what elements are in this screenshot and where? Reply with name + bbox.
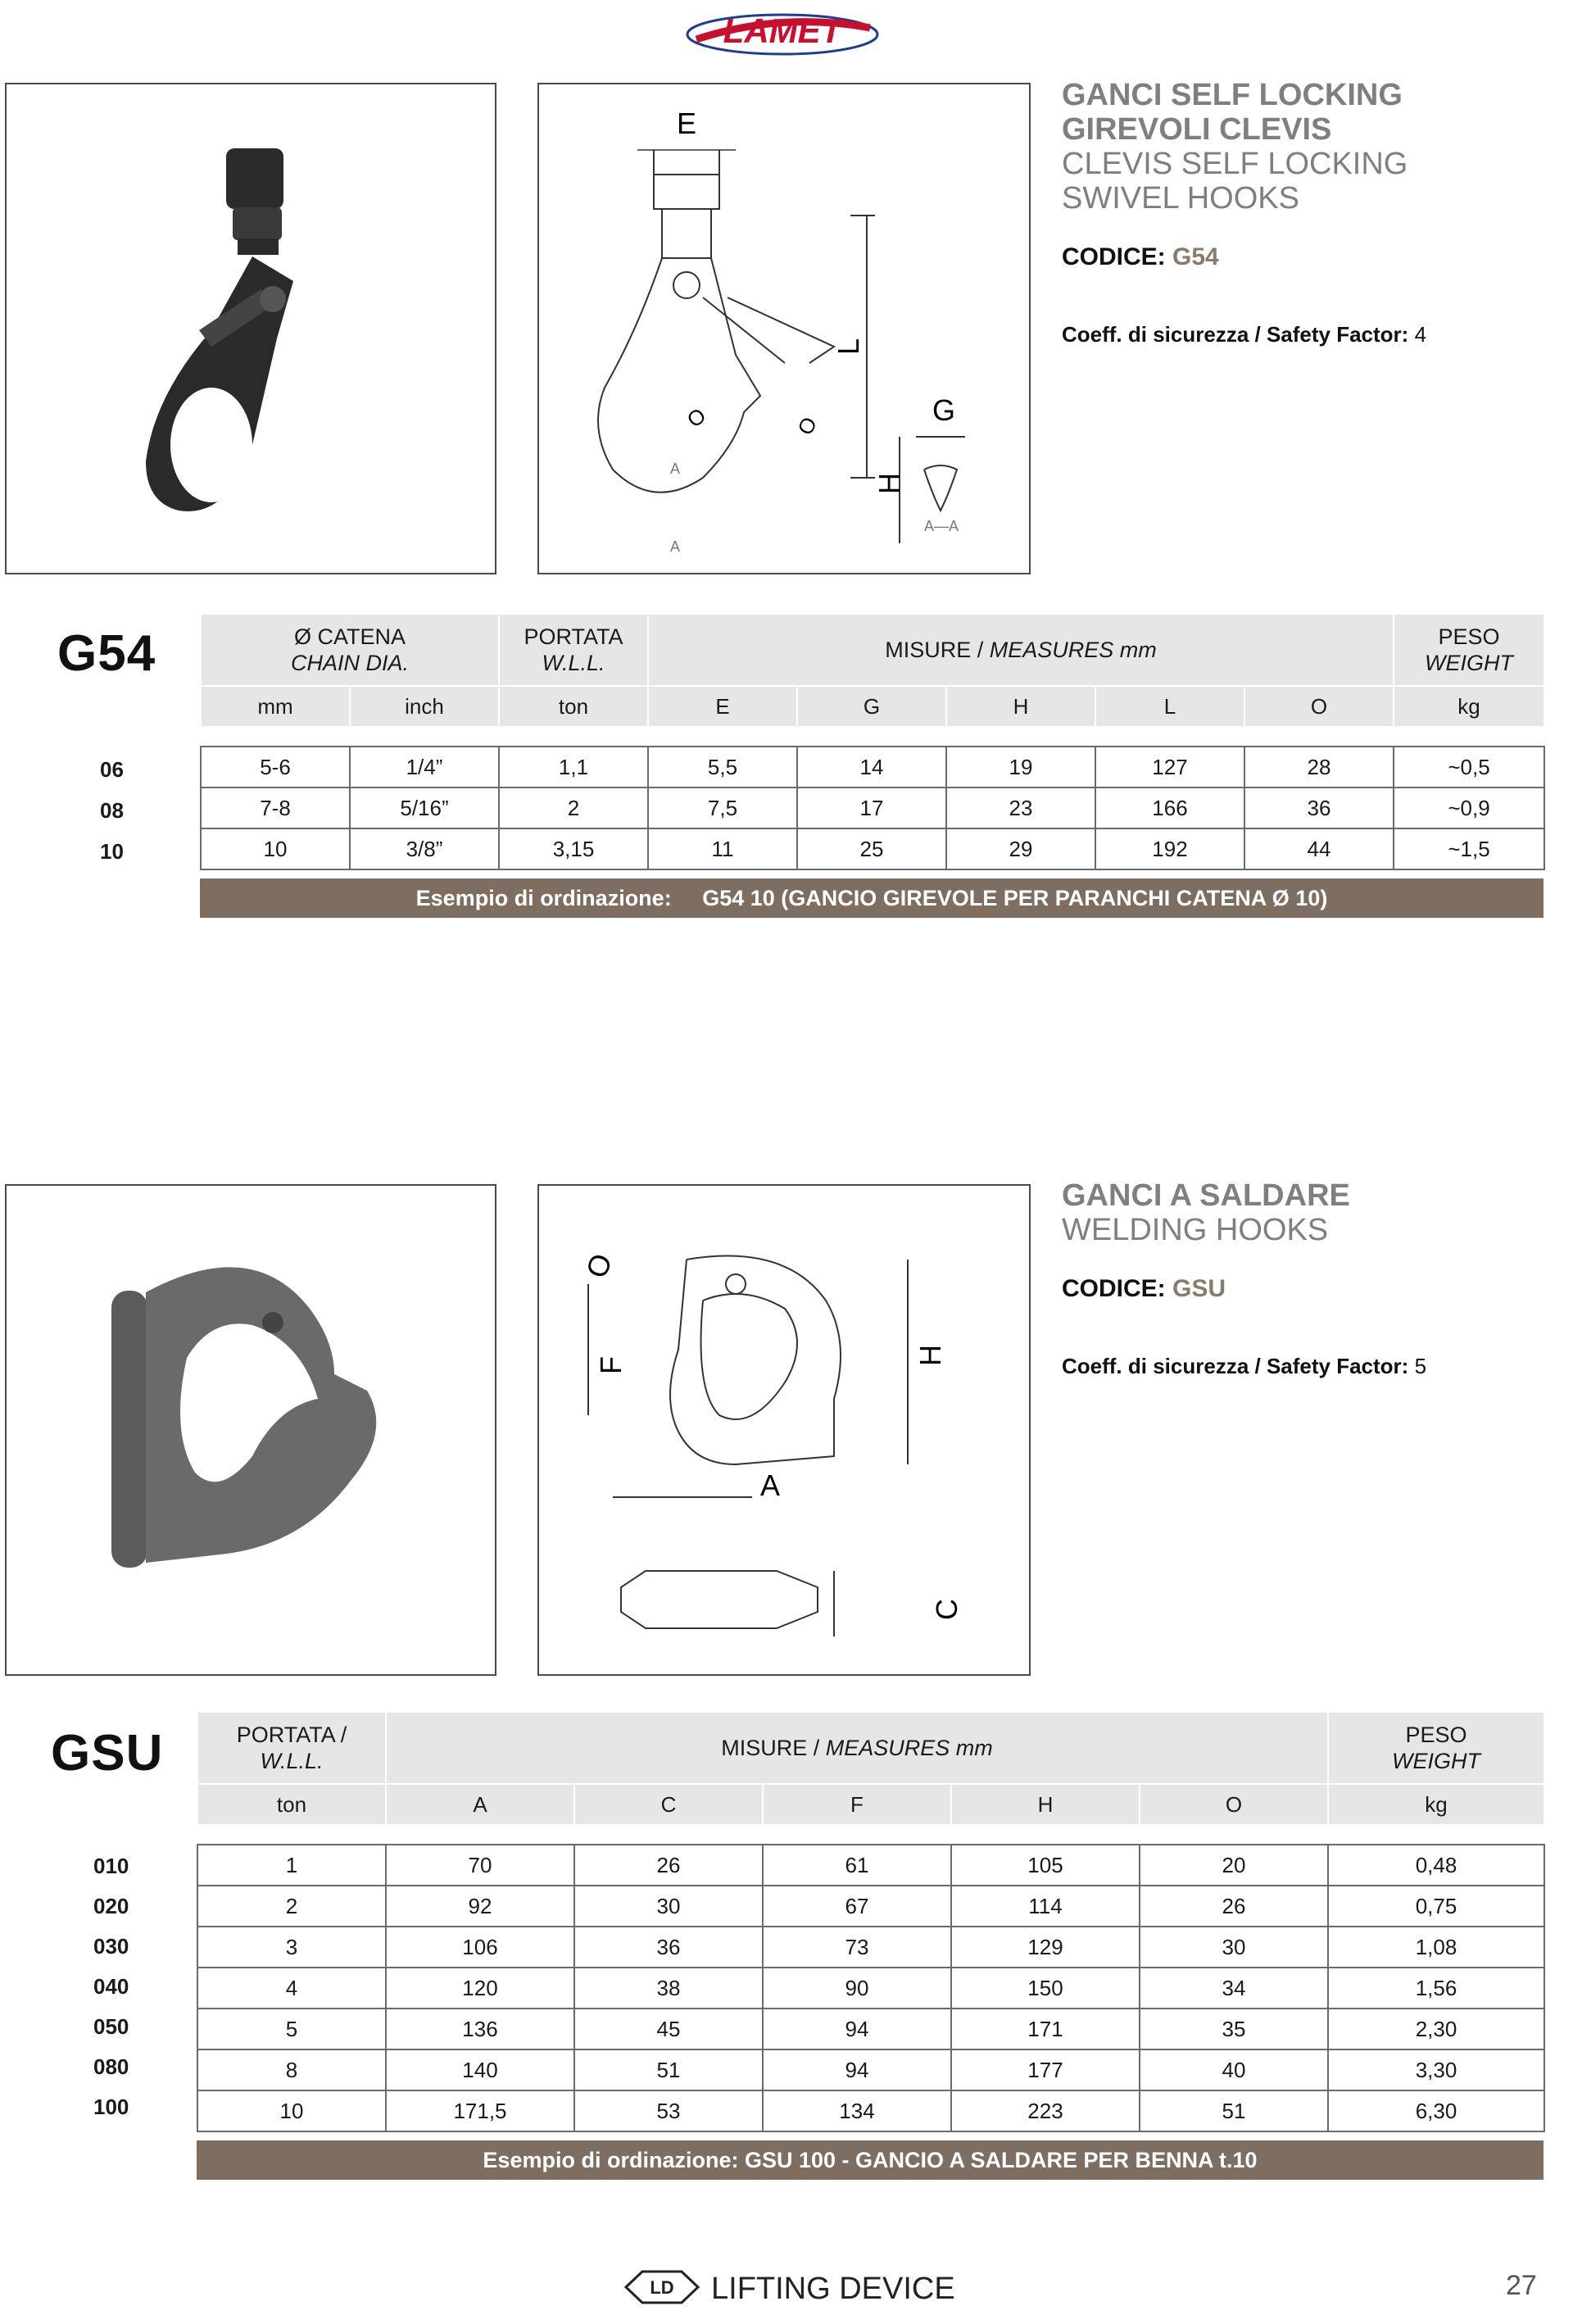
g54-unit: O [1244, 686, 1394, 727]
footer-label: LIFTING DEVICE [711, 2272, 955, 2306]
cell-a: 140 [386, 2049, 574, 2090]
gsu-technical-drawing [539, 1186, 1029, 1674]
cell-l: 127 [1095, 747, 1244, 788]
cell-o: 28 [1244, 747, 1394, 788]
gsu-dim-o: O [578, 1249, 619, 1282]
table-row [201, 747, 1544, 788]
cell-g: 25 [797, 828, 946, 869]
table-row [197, 2090, 1544, 2131]
g54-unit: L [1095, 686, 1244, 727]
gsu-row-code: 050 [93, 2014, 129, 2039]
cell-e: 5,5 [648, 747, 797, 788]
cell-ton: 1 [197, 1845, 386, 1886]
gsu-header-wll: PORTATA / W.L.L. [197, 1712, 386, 1784]
cell-kg: ~0,5 [1394, 747, 1544, 788]
g54-order-example [200, 878, 1544, 918]
g54-row-code: 06 [100, 757, 124, 782]
cell-kg: 3,30 [1328, 2049, 1544, 2090]
cell-h: 114 [951, 1886, 1140, 1927]
cell-ton: 4 [197, 1968, 386, 2009]
cell-f: 90 [763, 1968, 951, 2009]
g54-dim-e: E [676, 107, 697, 140]
gsu-coeff-label: Coeff. di sicurezza / Safety Factor: [1062, 1354, 1409, 1378]
gsu-dim-a: A [760, 1468, 781, 1502]
gsu-unit: kg [1328, 1784, 1544, 1825]
cell-kg: ~0,9 [1394, 788, 1544, 828]
g54-dim-l: L [832, 338, 865, 355]
cell-c: 51 [574, 2049, 763, 2090]
g54-unit: H [946, 686, 1095, 727]
cell-c: 38 [574, 1968, 763, 2009]
cell-mm: 10 [201, 828, 350, 869]
cell-l: 166 [1095, 788, 1244, 828]
cell-h: 150 [951, 1968, 1140, 2009]
gsu-row-code: 030 [93, 1934, 129, 1959]
cell-f: 73 [763, 1927, 951, 1968]
table-row [197, 1845, 1544, 1886]
cell-ton: 3,15 [499, 828, 648, 869]
gsu-code [1062, 1275, 1553, 1303]
gsu-unit: A [386, 1784, 574, 1825]
g54-code-label: CODICE: [1062, 243, 1166, 270]
lifting-device-logo-icon [623, 2268, 701, 2306]
g54-section-a2: A [670, 538, 681, 555]
cell-f: 134 [763, 2090, 951, 2131]
g54-coeff-label: Coeff. di sicurezza / Safety Factor: [1062, 322, 1409, 347]
g54-header-weight: PESO WEIGHT [1394, 614, 1544, 686]
cell-mm: 5-6 [201, 747, 350, 788]
cell-a: 70 [386, 1845, 574, 1886]
cell-f: 94 [763, 2009, 951, 2049]
gsu-row-code: 020 [93, 1894, 129, 1918]
g54-coeff [1062, 322, 1553, 347]
table-row [197, 1927, 1544, 1968]
cell-o: 30 [1140, 1927, 1328, 1968]
g54-dim-g: G [932, 393, 956, 427]
table-row [197, 1886, 1544, 1927]
g54-unit: G [797, 686, 946, 727]
g54-unit: mm [201, 686, 350, 727]
cell-ton: 1,1 [499, 747, 648, 788]
cell-inch: 3/8” [350, 828, 499, 869]
cell-h: 171 [951, 2009, 1140, 2049]
gsu-header-measures: MISURE / MEASURES mm [386, 1712, 1328, 1784]
cell-kg: 1,08 [1328, 1927, 1544, 1968]
cell-h: 129 [951, 1927, 1140, 1968]
gsu-row-code: 040 [93, 1974, 129, 1999]
g54-header-chain: Ø CATENA CHAIN DIA. [201, 614, 499, 686]
cell-a: 92 [386, 1886, 574, 1927]
cell-kg: 2,30 [1328, 2009, 1544, 2049]
cell-kg: 6,30 [1328, 2090, 1544, 2131]
cell-mm: 7-8 [201, 788, 350, 828]
cell-e: 11 [648, 828, 797, 869]
g54-dim-h: H [873, 473, 906, 494]
gsu-code-label: CODICE: [1062, 1275, 1166, 1302]
gsu-title-it: GANCI A SALDARE [1062, 1178, 1350, 1213]
g54-unit: inch [350, 686, 499, 727]
g54-row-code: 08 [100, 798, 124, 823]
g54-title-en-1: CLEVIS SELF LOCKING [1062, 147, 1408, 181]
gsu-title-block [1062, 1178, 1553, 1379]
g54-row-code: 10 [100, 839, 124, 864]
cell-c: 26 [574, 1845, 763, 1886]
g54-code [1062, 243, 1553, 271]
cell-f: 61 [763, 1845, 951, 1886]
gsu-drawing-frame [537, 1184, 1031, 1676]
cell-kg: 1,56 [1328, 1968, 1544, 2009]
gsu-hook-photo [7, 1186, 495, 1674]
cell-l: 192 [1095, 828, 1244, 869]
g54-title-it-1: GANCI SELF LOCKING [1062, 78, 1403, 112]
gsu-dim-h: H [913, 1345, 947, 1366]
g54-section-a1: A [670, 461, 681, 477]
g54-drawing-frame [537, 83, 1031, 574]
gsu-coeff [1062, 1354, 1553, 1379]
g54-unit: ton [499, 686, 648, 727]
gsu-unit: C [574, 1784, 763, 1825]
g54-section-aa: A—A [924, 518, 959, 534]
lamet-logo [680, 3, 885, 62]
g54-header-table [200, 613, 1545, 728]
footer [623, 2267, 1081, 2308]
cell-o: 34 [1140, 1968, 1328, 2009]
gsu-header-weight: PESO WEIGHT [1328, 1712, 1544, 1784]
cell-o: 36 [1244, 788, 1394, 828]
g54-technical-drawing [539, 84, 1029, 573]
cell-c: 45 [574, 2009, 763, 2049]
gsu-dim-c: C [930, 1599, 963, 1620]
gsu-title-en: WELDING HOOKS [1062, 1213, 1329, 1247]
logo-text: LAMET [723, 11, 842, 50]
cell-o: 44 [1244, 828, 1394, 869]
g54-example-label: Esempio di ordinazione: [415, 886, 672, 910]
gsu-coeff-value: 5 [1414, 1354, 1427, 1378]
gsu-dim-f: F [594, 1356, 628, 1374]
table-row [197, 2009, 1544, 2049]
cell-kg: 0,75 [1328, 1886, 1544, 1927]
cell-o: 20 [1140, 1845, 1328, 1886]
cell-g: 14 [797, 747, 946, 788]
cell-o: 26 [1140, 1886, 1328, 1927]
g54-data-table [200, 746, 1545, 870]
cell-c: 30 [574, 1886, 763, 1927]
cell-h: 223 [951, 2090, 1140, 2131]
gsu-unit: H [951, 1784, 1140, 1825]
cell-ton: 3 [197, 1927, 386, 1968]
cell-c: 53 [574, 2090, 763, 2131]
cell-c: 36 [574, 1927, 763, 1968]
cell-a: 106 [386, 1927, 574, 1968]
cell-o: 51 [1140, 2090, 1328, 2131]
cell-h: 105 [951, 1845, 1140, 1886]
cell-g: 17 [797, 788, 946, 828]
g54-code-value: G54 [1172, 243, 1219, 270]
g54-unit: E [648, 686, 797, 727]
cell-kg: ~1,5 [1394, 828, 1544, 869]
g54-dim-o1: O [682, 402, 711, 433]
cell-a: 136 [386, 2009, 574, 2049]
cell-ton: 2 [499, 788, 648, 828]
g54-coeff-value: 4 [1414, 322, 1427, 347]
gsu-unit: ton [197, 1784, 386, 1825]
g54-header-wll: PORTATA W.L.L. [499, 614, 648, 686]
cell-ton: 2 [197, 1886, 386, 1927]
g54-hook-photo [7, 84, 495, 573]
gsu-order-example: Esempio di ordinazione: GSU 100 - GANCIO A SALDARE PER BENNA t.10 [197, 2140, 1544, 2180]
cell-e: 7,5 [648, 788, 797, 828]
cell-o: 35 [1140, 2009, 1328, 2049]
gsu-photo-frame [5, 1184, 496, 1676]
cell-kg: 0,48 [1328, 1845, 1544, 1886]
g54-header-measures: MISURE / MEASURES mm [648, 614, 1394, 686]
cell-h: 29 [946, 828, 1095, 869]
g54-dim-o2: O [792, 412, 823, 439]
gsu-row-code: 080 [93, 2054, 129, 2079]
cell-a: 120 [386, 1968, 574, 2009]
cell-f: 67 [763, 1886, 951, 1927]
gsu-code-value: GSU [1172, 1275, 1226, 1302]
page-number: 27 [1506, 2270, 1537, 2301]
cell-ton: 5 [197, 2009, 386, 2049]
g54-title-it-2: GIREVOLI CLEVIS [1062, 112, 1332, 147]
cell-h: 177 [951, 2049, 1140, 2090]
gsu-header-table [197, 1711, 1545, 1826]
gsu-unit: O [1140, 1784, 1328, 1825]
gsu-row-code: 010 [93, 1854, 129, 1878]
table-row [197, 1968, 1544, 2009]
table-row [201, 828, 1544, 869]
gsu-data-table [197, 1844, 1545, 2132]
gsu-row-code: 100 [93, 2095, 129, 2119]
cell-inch: 1/4” [350, 747, 499, 788]
table-row [197, 2049, 1544, 2090]
cell-inch: 5/16” [350, 788, 499, 828]
gsu-big-code: GSU [51, 1725, 164, 1782]
g54-title-en-2: SWIVEL HOOKS [1062, 181, 1299, 216]
g54-title-block [1062, 78, 1553, 347]
cell-ton: 10 [197, 2090, 386, 2131]
table-row [201, 788, 1544, 828]
g54-unit: kg [1394, 686, 1544, 727]
g54-big-code: G54 [57, 625, 156, 682]
cell-ton: 8 [197, 2049, 386, 2090]
cell-h: 23 [946, 788, 1095, 828]
footer-logo-text: LD [650, 2277, 674, 2298]
cell-f: 94 [763, 2049, 951, 2090]
g54-example-value: G54 10 (GANCIO GIREVOLE PER PARANCHI CATENA Ø 10) [702, 886, 1328, 910]
cell-h: 19 [946, 747, 1095, 788]
cell-o: 40 [1140, 2049, 1328, 2090]
cell-a: 171,5 [386, 2090, 574, 2131]
gsu-unit: F [763, 1784, 951, 1825]
g54-photo-frame [5, 83, 496, 574]
